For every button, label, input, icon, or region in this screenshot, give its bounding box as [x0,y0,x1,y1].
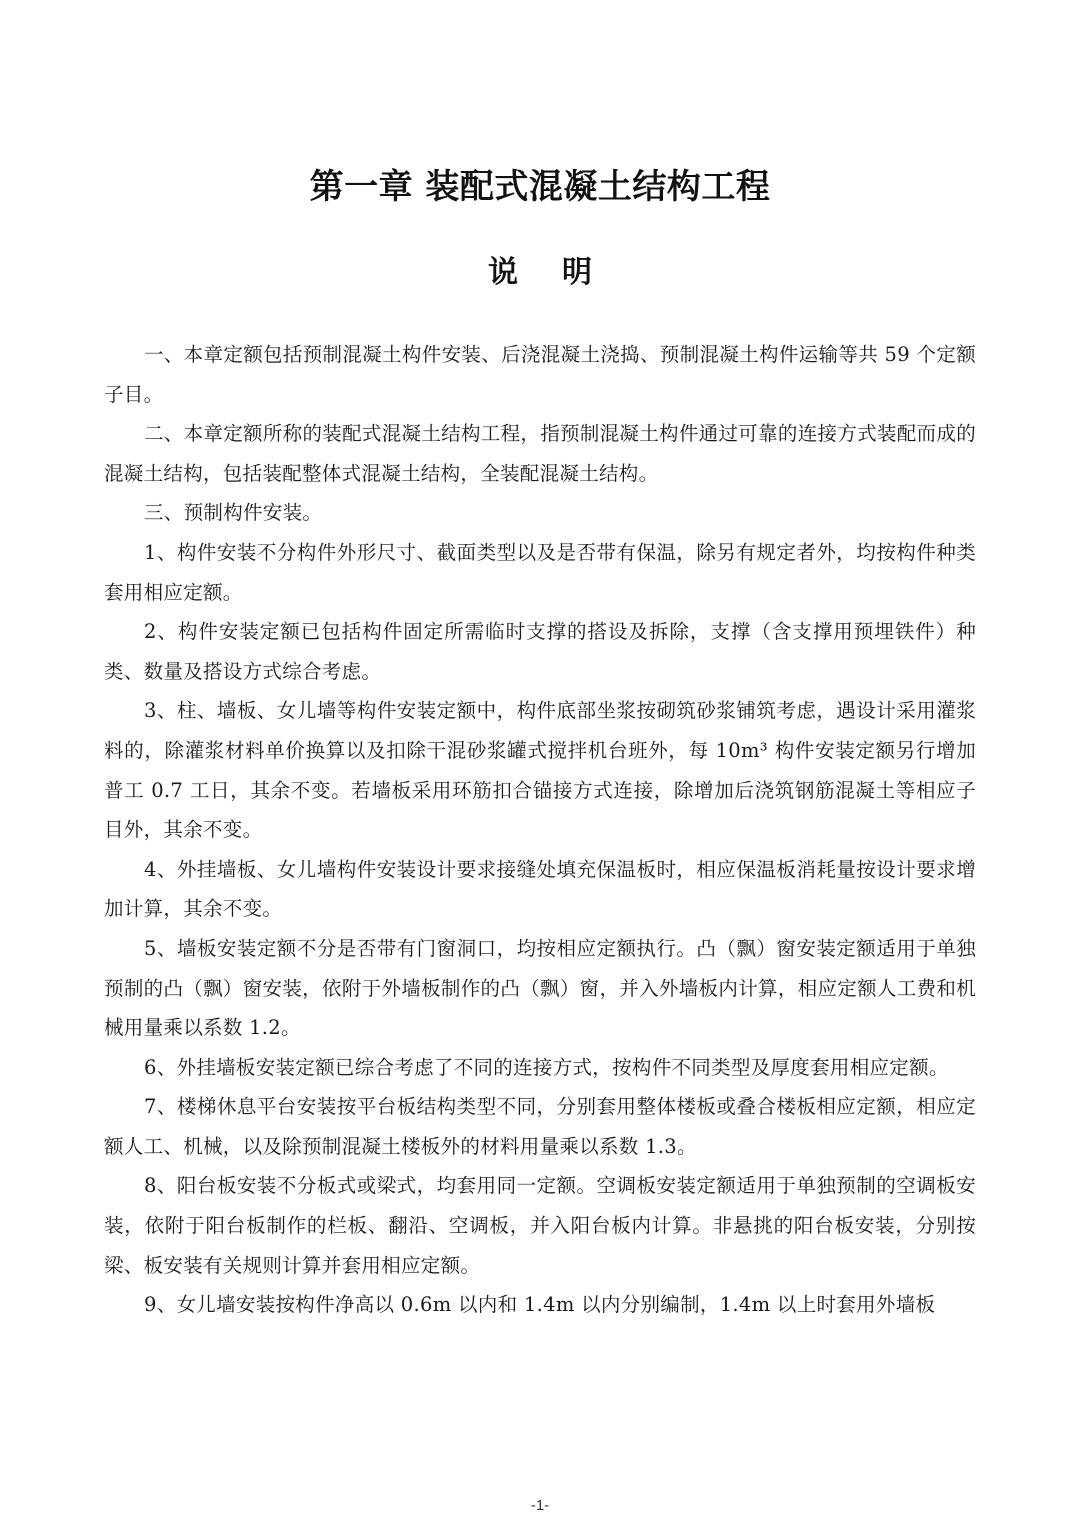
paragraph-8: 5、墙板安装定额不分是否带有门窗洞口，均按相应定额执行。凸（飘）窗安装定额适用于单独预制的凸（飘）窗安装，依附于外墙板制作的凸（飘）窗，并入外墙板内计算，相应定额人工费和机械用量乘以系数 1.2。 [104,936,976,1040]
paragraph-9: 6、外挂墙板安装定额已综合考虑了不同的连接方式，按构件不同类型及厚度套用相应定额。 [144,1055,949,1079]
paragraph-7: 4、外挂墙板、女儿墙构件安装设计要求接缝处填充保温板时，相应保温板消耗量按设计要求增加计算，其余不变。 [104,857,976,921]
page-number: -1- [530,1497,550,1514]
chapter-title: 第一章 装配式混凝土结构工程 [309,167,771,207]
paragraph-10: 7、楼梯休息平台安装按平台板结构类型不同，分别套用整体楼板或叠合楼板相应定额，相应定额人工、机械，以及除预制混凝土楼板外的材料用量乘以系数 1.3。 [104,1095,976,1158]
paragraph-2: 二、本章定额所称的装配式混凝土结构工程，指预制混凝土构件通过可靠的连接方式装配而成的混凝土结构，包括装配整体式混凝土结构，全装配混凝土结构。 [104,422,976,485]
section-title [0,250,1080,296]
paragraph-1: 一、本章定额包括预制混凝土构件安装、后浇混凝土浇捣、预制混凝土构件运输等共 59 个定额子目。 [104,343,976,406]
paragraph-4: 1、构件安装不分构件外形尺寸、截面类型以及是否带有保温，除另有规定者外，均按构件种类套用相应定额。 [104,540,976,604]
document-body [104,335,976,1325]
paragraph-3: 三、预制构件安装。 [144,501,323,525]
paragraph-6: 3、柱、墙板、女儿墙等构件安装定额中，构件底部坐浆按砌筑砂浆铺筑考虑，遇设计采用灌浆料的，除灌浆材料单价换算以及扣除干混砂浆罐式搅拌机台班外，每 10m³ 构件安装定额另行增加普工 0.7 工日，其余不变。若墙板采用环筋扣合锚接方式连接，除增加后浇筑钢筋混凝土等相应子目外，其余不变。 [104,699,976,842]
paragraph-5: 2、构件安装定额已包括构件固定所需临时支撑的搭设及拆除，支撑（含支撑用预埋铁件）种类、数量及搭设方式综合考虑。 [104,620,976,683]
paragraph-11: 8、阳台板安装不分板式或梁式，均套用同一定额。空调板安装定额适用于单独预制的空调板安装，依附于阳台板制作的栏板、翻沿、空调板，并入阳台板内计算。非悬挑的阳台板安装，分别按梁、板安装有关规则计算并套用相应定额。 [104,1174,976,1277]
section-title-part2: 明 [562,255,592,290]
paragraph-12: 9、女儿墙安装按构件净高以 0.6m 以内和 1.4m 以内分别编制，1.4m 以上时套用外墙板 [144,1293,936,1317]
section-title-part1: 说 [488,255,518,290]
